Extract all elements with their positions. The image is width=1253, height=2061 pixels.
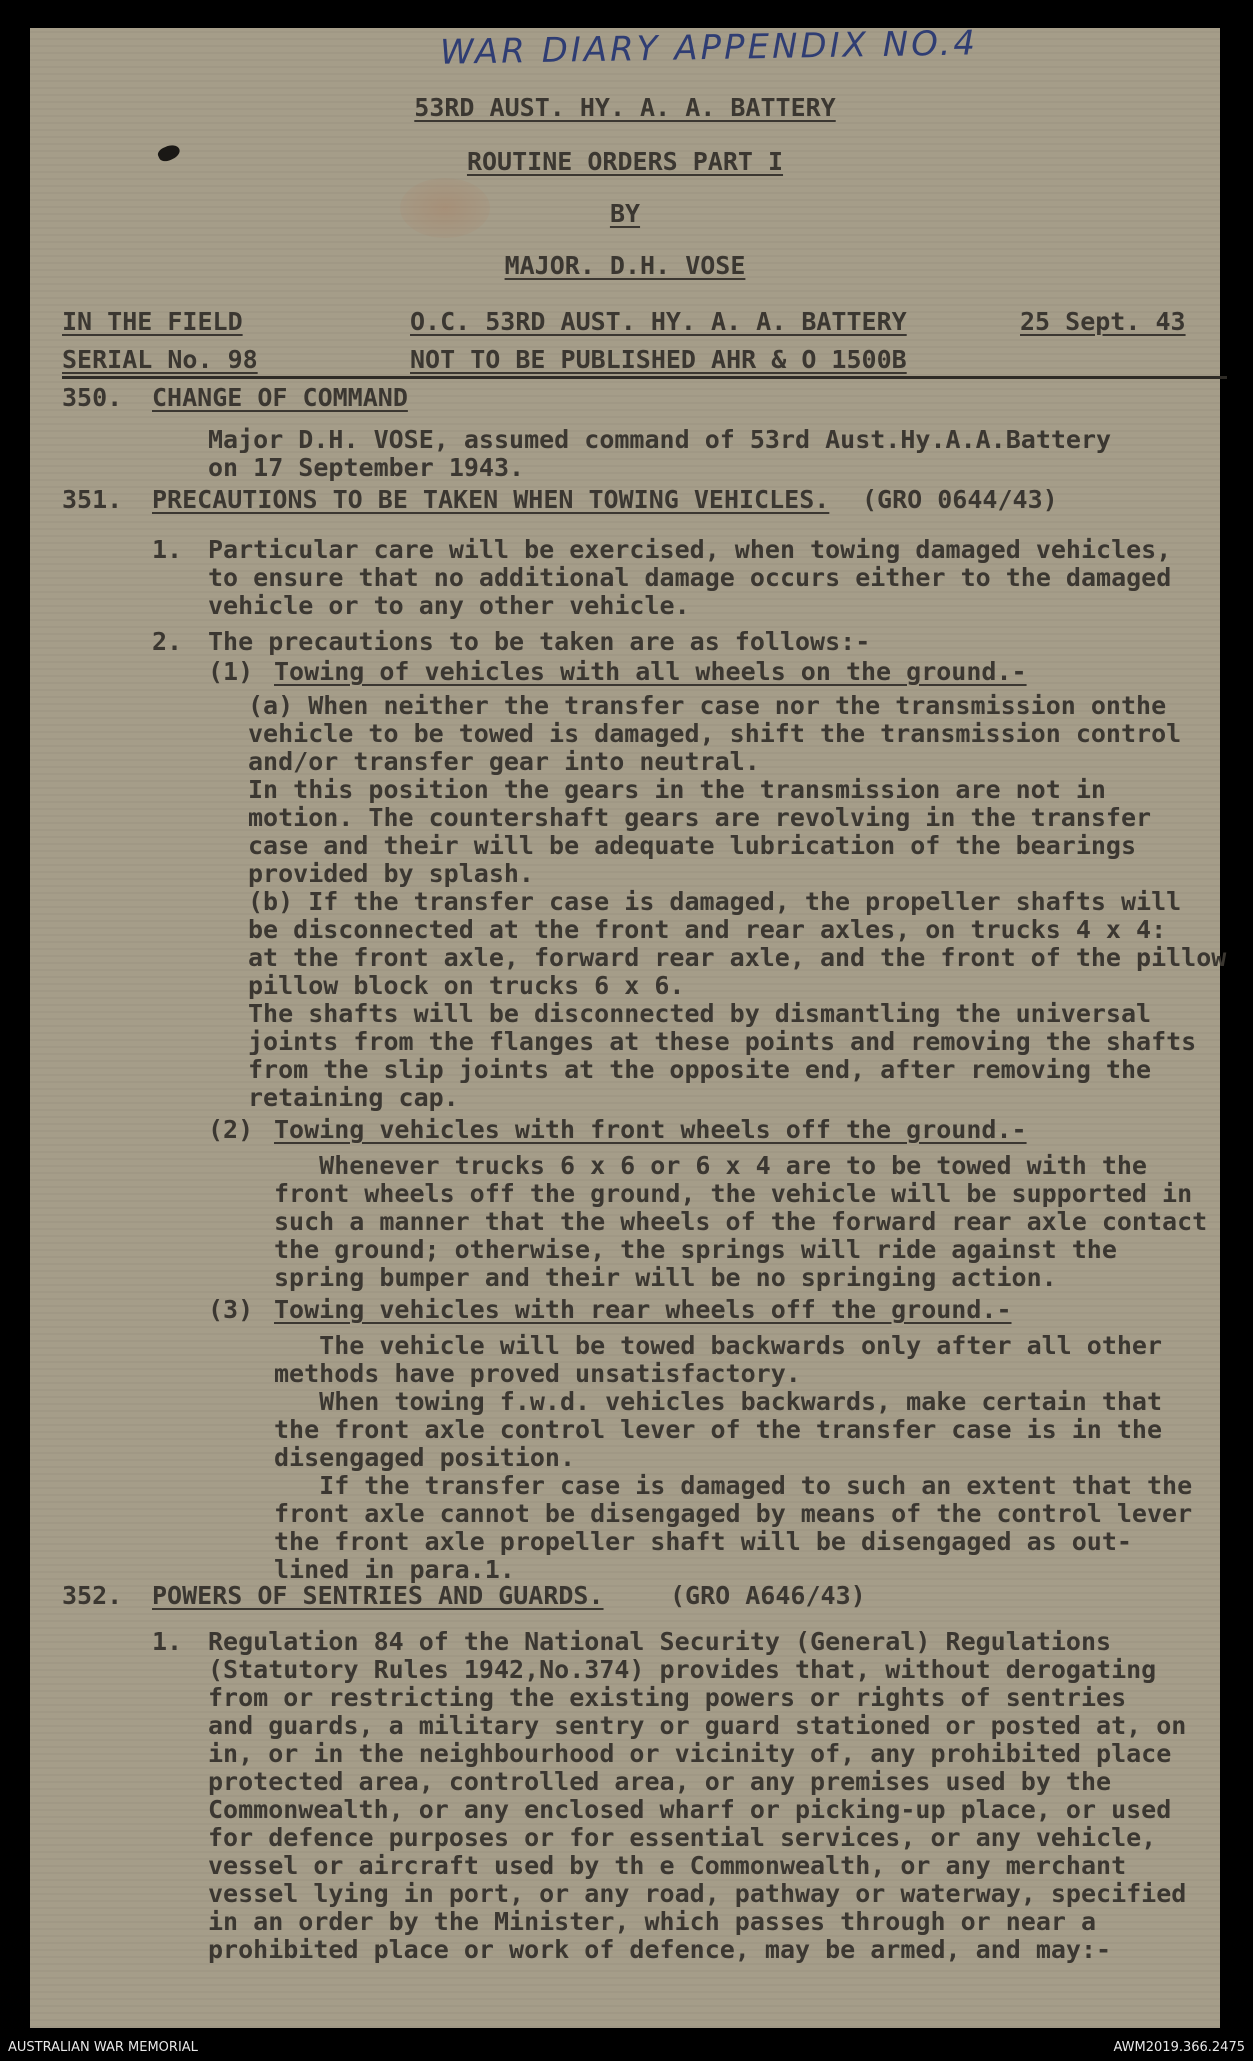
para-number: 1. [152, 535, 183, 564]
section-text: Major D.H. VOSE, assumed command of 53rd Aust.Hy.A.A.Battery on 17 September 1943. [208, 425, 1112, 482]
section-number: 350. [62, 383, 123, 412]
subpara-title: Towing vehicles with rear wheels off the ground.- [274, 1295, 1012, 1324]
para-text: Particular care will be exercised, when towing damaged vehicles, to ensure that no additional damage occurs either to the damaged vehicle or to any other vehicle. [208, 535, 1172, 620]
para-number: 1. [152, 1627, 183, 1656]
handwritten-note: WAR DIARY APPENDIX NO.4 [439, 23, 979, 73]
subpara-number: (1) [208, 657, 254, 686]
subpara-text: The vehicle will be towed backwards only after all other methods have proved unsatisfactory. When towing f.w.d. vehicles backwards, make certain that the front axle control lever of the transfer case is in the disengaged position. If the transfer case is damaged to such an extent that the front axle cannot be disengaged by means of the control lever the front axle propeller shaft will be disengaged as out- lined in para.1. [274, 1331, 1193, 1584]
section-number: 352. [62, 1581, 123, 1610]
section-ref: (GRO 0644/43) [862, 485, 1058, 514]
section-title: POWERS OF SENTRIES AND GUARDS. [152, 1581, 604, 1610]
subpara-text: (b) If the transfer case is damaged, the propeller shafts will be disconnected at the front and rear axles, on trucks 4 x 4: at the front axle, forward rear axle, and the front of the pillow pillow block on trucks 6 x 6. The shafts will be disconnected by dismantling the universal joints from the flanges at these points and removing the shafts from the slip joints at the opposite end, after removing the retaining cap. [248, 887, 1227, 1112]
oc-line: O.C. 53RD AUST. HY. A. A. BATTERY [410, 307, 907, 336]
publish-note: NOT TO BE PUBLISHED AHR & O 1500B [410, 345, 907, 374]
subpara-text: Whenever trucks 6 x 6 or 6 x 4 are to be towed with the front wheels off the ground, the vehicle will be supported in such a manner that the wheels of the forward rear axle contact the ground; otherwise, the springs will ride against the spring bumper and their will be no springing action. [274, 1151, 1208, 1292]
serial-number: SERIAL No. 98 [62, 345, 258, 374]
officer-heading: MAJOR. D.H. VOSE [504, 251, 746, 280]
subpara-title: Towing of vehicles with all wheels on the ground.- [274, 657, 1027, 686]
subpara-title: Towing vehicles with front wheels off the ground.- [274, 1115, 1027, 1144]
document-page [30, 23, 1227, 2028]
orders-heading: ROUTINE ORDERS PART I [466, 147, 784, 176]
footer-source: AUSTRALIAN WAR MEMORIAL [8, 2040, 198, 2055]
section-title: CHANGE OF COMMAND [152, 383, 408, 412]
para-text: The precautions to be taken are as follows:- [208, 627, 871, 656]
footer-accession: AWM2019.366.2475 [1113, 2040, 1245, 2055]
location: IN THE FIELD [62, 307, 243, 336]
order-date: 25 Sept. 43 [1020, 307, 1186, 336]
unit-heading: 53RD AUST. HY. A. A. BATTERY [414, 93, 836, 122]
section-ref: (GRO A646/43) [670, 1581, 866, 1610]
para-number: 2. [152, 627, 183, 656]
subpara-text: (a) When neither the transfer case nor the transmission onthe vehicle to be towed is damaged, shift the transmission control and/or transfer gear into neutral. In this position the gears in the transmission are not in motion. The countershaft gears are revolving in the transfer case and their will be adequate lubrication of the bearings provided by splash. [248, 691, 1182, 888]
section-number: 351. [62, 485, 123, 514]
para-text: Regulation 84 of the National Security (General) Regulations (Statutory Rules 1942,No.374) provides that, without derogating from or restricting the existing powers or rights of sentries and guards, a military sentry or guard stationed or posted at, on in, or in the neighbourhood or vicinity of, any prohibited place protected area, controlled area, or any premises used by the Commonwealth, or any enclosed wharf or picking-up place, or used for defence purposes or for essential services, or any vehicle, vessel or aircraft used by th e Commonwealth, or any merchant vessel lying in port, or any road, pathway or waterway, specified in an order by the Minister, which passes through or near a prohibited place or work of defence, may be armed, and may:- [208, 1627, 1187, 1964]
subpara-number: (3) [208, 1295, 254, 1324]
header-rule [62, 376, 1227, 379]
subpara-number: (2) [208, 1115, 254, 1144]
by-heading: BY [609, 199, 641, 228]
section-title: PRECAUTIONS TO BE TAKEN WHEN TOWING VEHICLES. [152, 485, 830, 514]
